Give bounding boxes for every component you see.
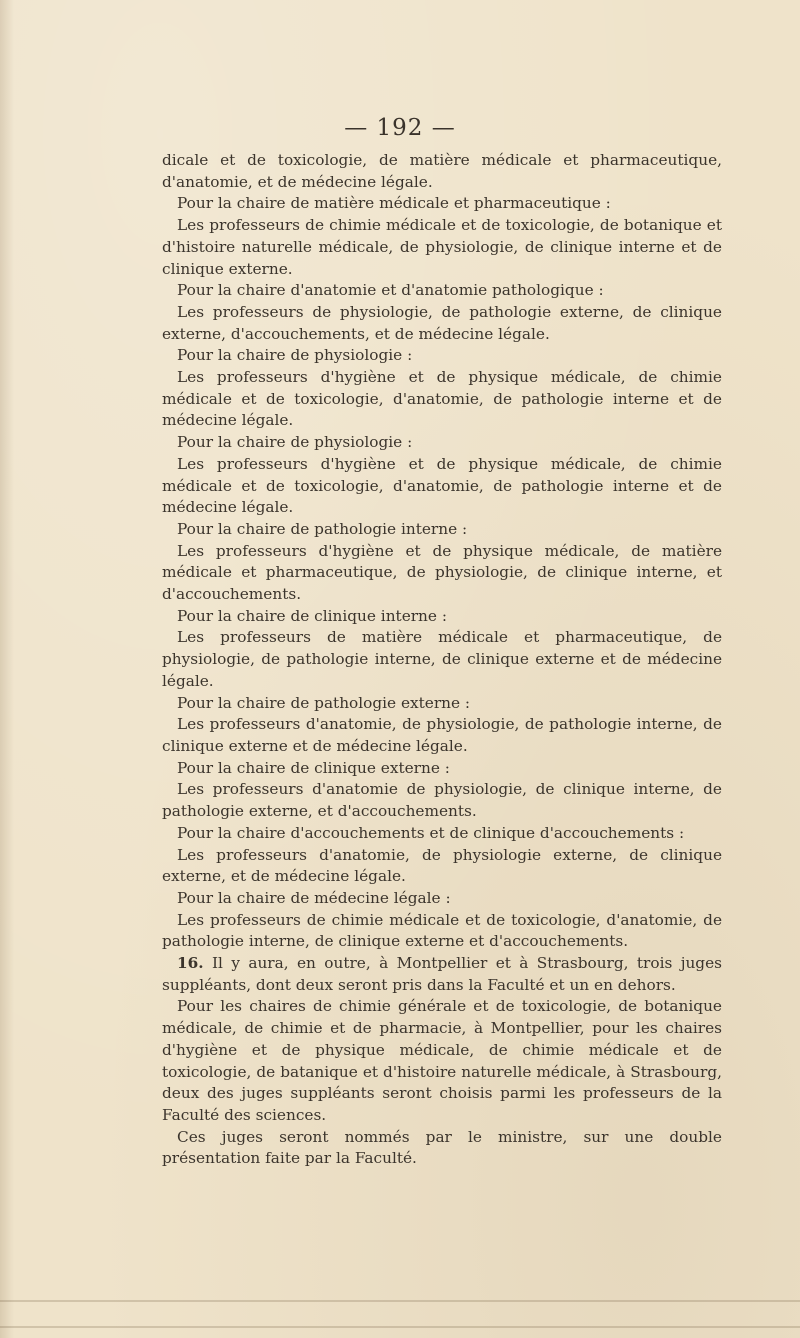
page-edge-shadow bbox=[0, 0, 14, 1338]
page-bottom-line bbox=[0, 1326, 800, 1328]
paragraph: Les professeurs d'anatomie, de physiologie, de pathologie interne, de clinique externe et de médecine légale. bbox=[162, 715, 722, 755]
paragraph: Les professeurs de chimie médicale et de toxicologie, d'anatomie, de pathologie interne, de clinique externe et d'accouchements. bbox=[162, 910, 722, 951]
article-paragraph bbox=[162, 953, 722, 996]
article-number: 16. bbox=[177, 954, 204, 973]
paragraph: Pour la chaire d'accouchements et de clinique d'accouchements : bbox=[177, 823, 685, 842]
article-text: Il y aura, en outre, à Montpellier et à Strasbourg, trois juges suppléants, dont deux seront pris dans la Faculté et un en dehors. bbox=[162, 954, 722, 994]
paragraph: Les professeurs de chimie médicale et de toxicologie, de botanique et d'histoire naturelle médicale, de physiologie, de clinique interne et de clinique externe. bbox=[162, 216, 722, 278]
paragraph: Les professeurs d'hygiène et de physique médicale, de chimie médicale et de toxicologie, d'anatomie, de pathologie interne et de médecine légale. bbox=[162, 368, 722, 430]
paragraph: Les professeurs d'anatomie de physiologie, de clinique interne, de pathologie externe, et d'accouchements. bbox=[162, 780, 722, 821]
paragraph: dicale et de toxicologie, de matière médicale et pharmaceutique, d'anatomie, et de médecine légale. bbox=[162, 151, 722, 191]
paragraph: Pour la chaire de pathologie interne : bbox=[177, 519, 468, 538]
paragraph: Ces juges seront nommés par le ministre, sur une double présentation faite par la Faculté. bbox=[162, 1127, 722, 1168]
body-text bbox=[162, 150, 722, 1170]
page-number: — 192 — bbox=[344, 115, 456, 141]
paragraph: Les professeurs d'hygiène et de physique médicale, de matière médicale et pharmaceutique, de physiologie, de clinique interne, et d'accouchements. bbox=[162, 541, 722, 604]
paragraph: Les professeurs d'hygiène et de physique médicale, de chimie médicale et de toxicologie, d'anatomie, de pathologie interne et de médecine légale. bbox=[162, 454, 722, 517]
paragraph: Pour la chaire de physiologie : bbox=[177, 433, 413, 452]
paragraph: Les professeurs de matière médicale et pharmaceutique, de physiologie, de pathologie interne, de clinique externe et de médecine légale. bbox=[162, 628, 722, 690]
paragraph: Pour la chaire d'anatomie et d'anatomie pathologique : bbox=[177, 281, 604, 300]
paragraph: Pour les chaires de chimie générale et de toxicologie, de botanique médicale, de chimie et de pharmacie, à Montpellier, pour les chaires d'hygiène et de physique médicale, de chimie médicale et de toxicologie, de batanique et d'histoire naturelle médicale, à Strasbourg, deux des juges suppléants seront choisis parmi les professeurs de la Faculté des sciences. bbox=[162, 997, 722, 1124]
page-bottom-line bbox=[0, 1300, 800, 1302]
paragraph: Pour la chaire de clinique externe : bbox=[177, 758, 450, 777]
paragraph: Pour la chaire de médecine légale : bbox=[177, 888, 451, 907]
paragraph: Pour la chaire de clinique interne : bbox=[177, 606, 447, 625]
paragraph: Les professeurs de physiologie, de pathologie externe, de clinique externe, d'accouchements, et de médecine légale. bbox=[162, 302, 722, 343]
paragraph: Les professeurs d'anatomie, de physiologie externe, de clinique externe, et de médecine légale. bbox=[162, 845, 722, 886]
paragraph: Pour la chaire de physiologie : bbox=[177, 346, 413, 365]
paragraph: Pour la chaire de pathologie externe : bbox=[177, 693, 471, 712]
paragraph: Pour la chaire de matière médicale et pharmaceutique : bbox=[177, 194, 611, 213]
